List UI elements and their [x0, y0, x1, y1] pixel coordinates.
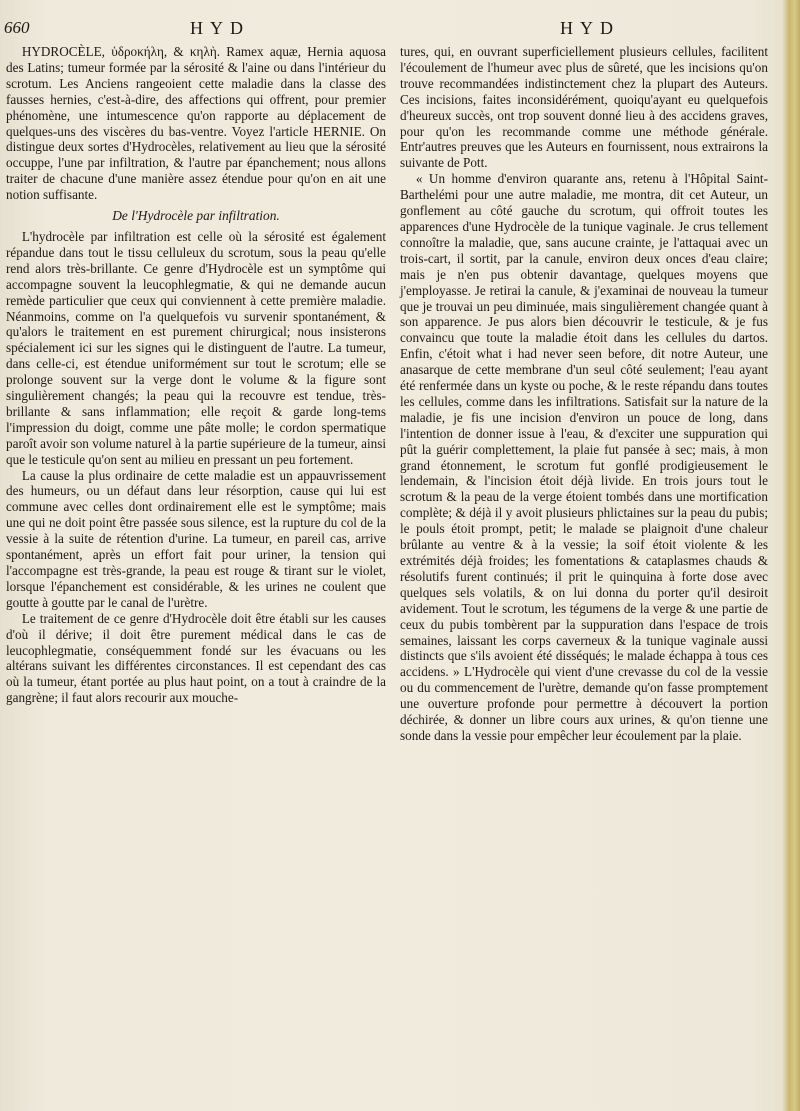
running-title-right: HYD	[560, 18, 620, 38]
body-paragraph: Le traitement de ce genre d'Hydrocèle doit être établi sur les causes d'où il dérive; il doit être purement médical dans le cas de leucophlegmatie, conséquemment fondé sur les évacuans ou les altérans suivant les différentes circonstances. Il est cependant des cas où la tumeur, étant portée au plus haut point, on a tout à craindre de la gangrène; il faut alors recourir aux mouche-	[6, 610, 386, 706]
entry-intro-paragraph: HYDROCÈLE, ὑδροκήλη, & κηλὴ. Ramex aquæ, Hernia aquosa des Latins; tumeur formée par la sérosité & l'aine ou dans l'intérieur du scrotum. Les Anciens rangeoient cette maladie dans la classe des fausses hernies, c'est-à-dire, des affections qui offrent, pour premier phénomène, une intumescence qu'on rapporte au déplacement de quelques-uns des viscères du bas-ventre. Voyez l'article HERNIE. On distingue deux sortes d'Hydrocèles, relativement au lieu que la sérosité occuppe, l'une par infiltration, & l'autre par épanchement; nous allons traiter de chacune d'une manière assez étendue pour qu'on en ait une notion suffisante.	[6, 44, 386, 203]
quotation-paragraph: « Un homme d'environ quarante ans, retenu à l'Hôpital Saint-Barthelémi pour une autre maladie, me montra, dit cet Auteur, un gonflement au côté gauche du scrotum, qui offroit toutes les apparences d'une Hydrocèle de la tunique vaginale. Je crus tellement connoître la maladie, que, sans aucune crainte, je l'attaquai avec un trois-cart, il sortit, par la canule, environ deux onces d'eau claire; mais je n'en pus obtenir davantage, quelques moyens que j'employasse. Je retirai la canule, & j'examinai de nouveau la tumeur que je trouvai un peu diminuée, mais singulièrement changée quant à son apparence. Je pus alors bien découvrir le testicule, & je fus convaincu que toute la maladie étoit dans les cellules du dartos. Enfin, c'étoit what i had never seen before, dit notre Auteur, une anasarque de cette membrane d'un seul côté seulement; l'eau ayant été renfermée dans un kyste ou poche, & le reste répandu dans toutes les cellules, comme dans les infiltrations. Satisfait sur la nature de la maladie, je fis une incision d'environ un pouce de long, dans l'intention de donner issue à l'eau, & d'exciter une suppuration qui pût la guérir complettement, la plaie fut pansée à sec; mais, à mon grand étonnement, le scrotum fut gonflé prodigieusement le lendemain, & l'incision étoit déjà livide. En trois jours tout le scrotum & la peau de la verge étoient tombés dans une mortification complète; & déjà il y avoit plusieurs phlictaines sur la peau du pubis; le pouls étoit prompt, petit; le malade se plaignoit d'une chaleur brûlante au ventre & à la vessie; la soif étoit violente & les extrémités déjà froides; les fomentations & cataplasmes chauds & résolutifs furent continués; il prit le quinquina à forte dose avec quelques sels volatils, & on lui donna du porter qu'il desiroit avidement. Tout le scrotum, les tégumens de la verge & une partie de ceux du pubis tombèrent par la suppuration dans l'espace de trois semaines, laissant les corps caverneux & la tunique vaginale aussi distincts que s'ils avoient été disséqués; le malade échappa à tous ces accidens. » L'Hydrocèle qui vient d'une crevasse du col de la vessie ou du commencement de l'urètre, demande qu'on fasse promptement une ouverture profonde pour permettre à découvert la portion déchirée, & donner un libre cours aux urines, & qu'on tienne une sonde dans la vessie pour empêcher leur écoulement par la plaie.	[400, 171, 768, 743]
left-column	[6, 44, 386, 706]
page-edge-decoration	[782, 0, 800, 1111]
running-title-left: HYD	[190, 18, 250, 38]
page-number: 660	[4, 18, 30, 37]
body-paragraph: La cause la plus ordinaire de cette maladie est un appauvrissement des humeurs, ou un défaut dans leur résorption, cause qui lui est commune avec celles dont ordinairement elle est le symptôme; mais une qui ne doit point être passée sous silence, est la rupture du col de la vessie à la suite de rétention d'urine. La tumeur, en pareil cas, arrive spontanément, après un effort fait pour uriner, la tension qui l'accompagne est très-grande, la peau est rouge & tirant sur le violet, lorsque l'épanchement est considérable, & les urines ne coulent que goutte à goutte par le canal de l'urètre.	[6, 467, 386, 610]
section-heading: De l'Hydrocèle par infiltration.	[112, 208, 280, 224]
body-paragraph: tures, qui, en ouvrant superficiellement plusieurs cellules, facilitent l'écoulement de l'humeur avec plus de sûreté, que les incisions qu'on trouve recommandées indistinctement chez la plupart des Auteurs. Ces incisions, faites inconsidérément, quoiqu'ayant eu quelquefois d'heureux succès, ont trop souvent donné lieu à des accidens graves, pour qu'on les recommande comme une méthode générale. Entr'autres preuves que les Auteurs en fournissent, nous extrairons la suivante de Pott.	[400, 44, 768, 171]
body-paragraph: L'hydrocèle par infiltration est celle où la sérosité est également répandue dans tout le tissu celluleux du scrotum, sous la peau qu'elle rend alors très-brillante. Ce genre d'Hydrocèle est un symptôme qui accompagne souvent la leucophlegmatie, & qui ne demande aucun remède particulier que ceux qui conviennent à cette première maladie. Néanmoins, comme on l'a quelquefois vu survenir spontanément, & qu'alors le traitement en est purement chirurgical; nous insisterons spécialement ici sur les signes qui le distinguent de l'autre. La tumeur, dans celle-ci, est étendue uniformément sur tout le scrotum; elle se prolonge souvent sur la verge dont le volume & la figure sont singulièrement changés; la peau qui la recouvre est tendue, très-brillante & sans inflammation; elle reçoit & garde long-tems l'impression du doigt, comme une pâte molle; le cordon spermatique paroît avoir son volume naturel à la partie supérieure de la tumeur, ainsi que le testicule qu'on sent au milieu en pressant un peu fortement.	[6, 228, 386, 467]
page-header	[0, 18, 780, 40]
right-column	[400, 44, 768, 744]
